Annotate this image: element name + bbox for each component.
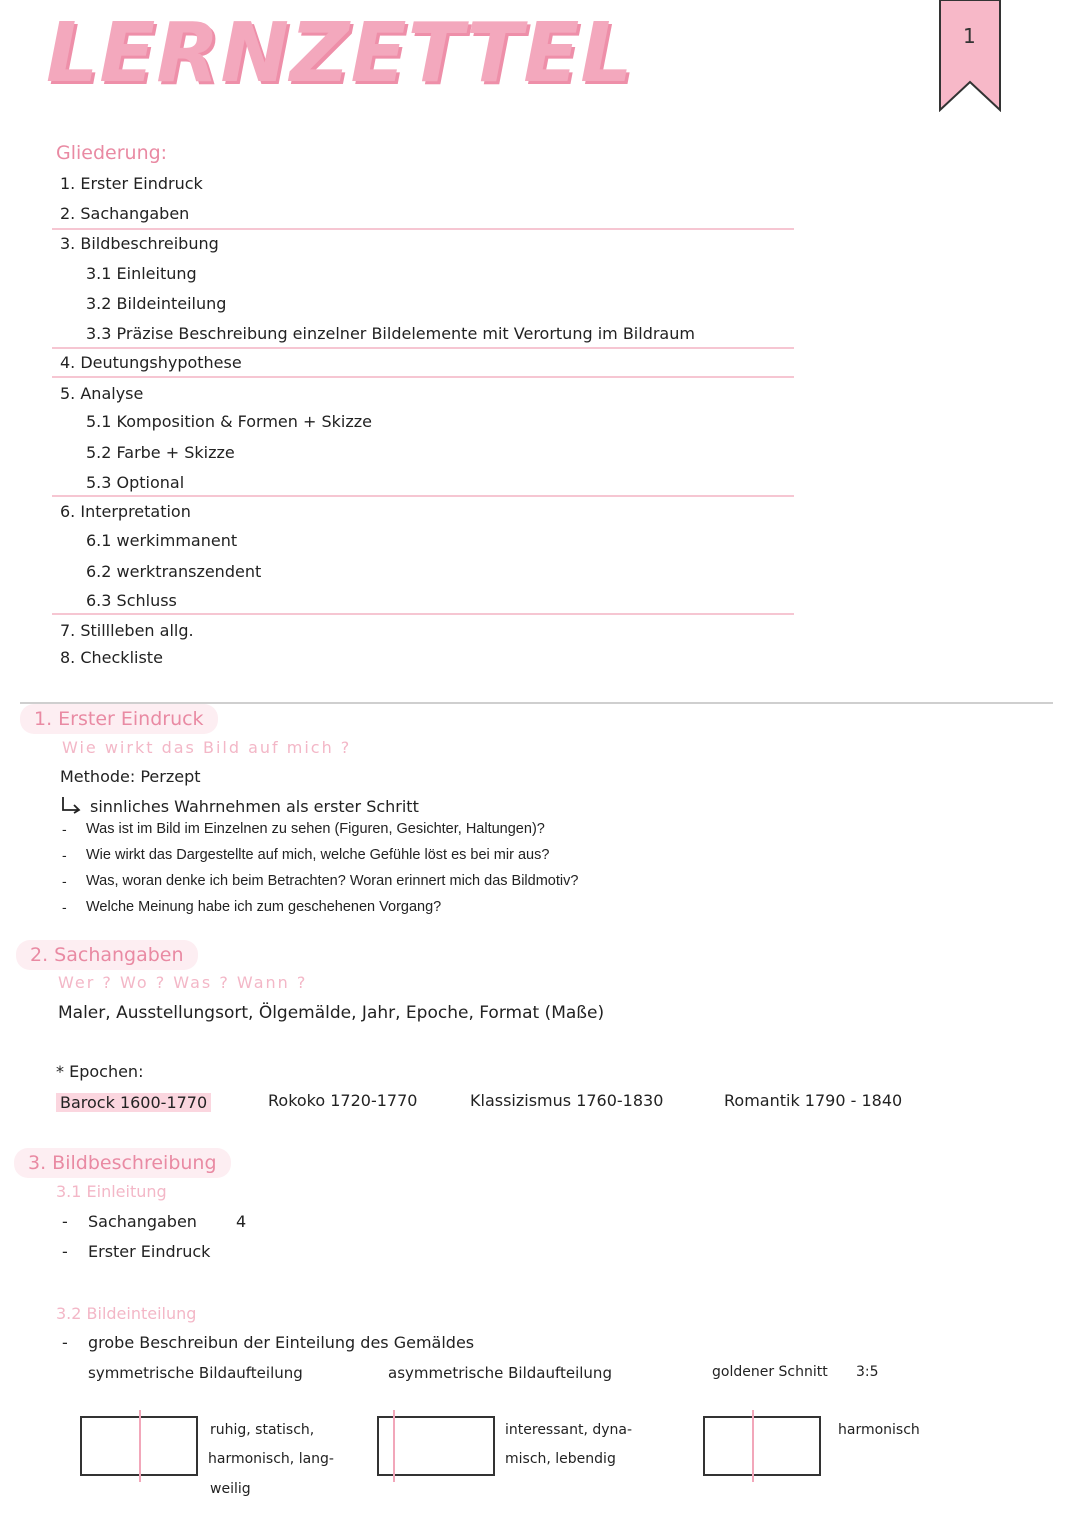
outline-item: 2. Sachangaben — [60, 204, 190, 223]
sketch-asymmetric — [377, 1416, 495, 1476]
sketch-golden — [703, 1416, 821, 1476]
epoch-classicism: Klassizismus 1760-1830 — [470, 1091, 664, 1110]
outline-item: 5.2 Farbe + Skizze — [86, 443, 235, 462]
layout-label-golden: goldener Schnitt — [712, 1364, 828, 1380]
section1-note: sinnliches Wahrnehmen als erster Schritt — [90, 797, 419, 816]
outline-item: 5. Analyse — [60, 384, 144, 403]
section1-bullet: Was ist im Bild im Einzelnen zu sehen (Figuren, Gesichter, Haltungen)? — [86, 821, 545, 837]
outline-item: 6.3 Schluss — [86, 591, 177, 610]
section1-question: Wie wirkt das Bild auf mich ? — [62, 738, 352, 757]
page-number: 1 — [963, 24, 976, 48]
page-title: LERNZETTEL — [46, 6, 634, 101]
bullet-dash: - — [62, 821, 67, 837]
section2-heading: 2. Sachangaben — [16, 940, 198, 970]
layout-label-symmetric: symmetrische Bildaufteilung — [88, 1364, 303, 1382]
epochs-label-wrapper — [56, 1062, 143, 1081]
outline-item: 3.2 Bildeinteilung — [86, 294, 227, 313]
section2-question: Wer ? Wo ? Was ? Wann ? — [58, 973, 308, 992]
desc-asymmetric-line2: misch, lebendig — [505, 1451, 616, 1467]
desc-symmetric-line3: weilig — [210, 1481, 251, 1497]
epochs-label: Epochen: — [69, 1062, 144, 1081]
section1-bullet: Was, woran denke ich beim Betrachten? Woran erinnert mich das Bildmotiv? — [86, 873, 579, 889]
desc-asymmetric-line1: interessant, dyna- — [505, 1422, 633, 1438]
bullet-dash: - — [62, 1212, 68, 1231]
section3-sub1-title: 3.1 Einleitung — [56, 1182, 167, 1201]
desc-golden: harmonisch — [838, 1422, 920, 1438]
divider — [52, 376, 794, 378]
outline-item: 3.3 Präzise Beschreibung einzelner Bildelemente mit Verortung im Bildraum — [86, 324, 695, 343]
bullet-dash: - — [62, 1242, 68, 1261]
bullet-dash: - — [62, 847, 67, 863]
section2-details: Maler, Ausstellungsort, Ölgemälde, Jahr, Epoche, Format (Maße) — [58, 1003, 605, 1023]
epoch-romanticism: Romantik 1790 - 1840 — [724, 1091, 903, 1110]
outline-item: 3. Bildbeschreibung — [60, 234, 219, 253]
outline-item: 6. Interpretation — [60, 502, 191, 521]
epoch-rococo: Rokoko 1720-1770 — [268, 1091, 418, 1110]
section3-sub2-title: 3.2 Bildeinteilung — [56, 1304, 197, 1323]
sub2-bullet: grobe Beschreibun der Einteilung des Gemäldes — [88, 1333, 475, 1352]
divider — [52, 228, 794, 230]
outline-item: 5.1 Komposition & Formen + Skizze — [86, 412, 372, 431]
section3-heading: 3. Bildbeschreibung — [14, 1148, 231, 1178]
section1-bullet: Welche Meinung habe ich zum geschehenen Vorgang? — [86, 899, 442, 915]
bullet-dash: - — [62, 899, 67, 915]
sub1-bullet: Erster Eindruck — [88, 1242, 211, 1261]
sketch-symmetric — [80, 1416, 198, 1476]
outline-item: 6.2 werktranszendent — [86, 562, 262, 581]
outline-item: 5.3 Optional — [86, 473, 185, 492]
bookmark-icon — [938, 0, 1002, 112]
divider — [52, 347, 794, 349]
bullet-dash: - — [62, 1333, 68, 1352]
layout-label-asymmetric: asymmetrische Bildaufteilung — [388, 1364, 612, 1382]
section1-heading: 1. Erster Eindruck — [20, 704, 218, 734]
sub1-note: 4 — [236, 1212, 247, 1231]
outline-item: 4. Deutungshypothese — [60, 353, 242, 372]
outline-item: 3.1 Einleitung — [86, 264, 197, 283]
bullet-dash: - — [62, 873, 67, 889]
epoch-baroque: Barock 1600-1770 — [56, 1093, 211, 1112]
outline-item: 7. Stillleben allg. — [60, 621, 194, 640]
section1-method: Methode: Perzept — [60, 767, 201, 786]
golden-ratio: 3:5 — [856, 1364, 879, 1380]
outline-heading: Gliederung: — [56, 142, 168, 164]
outline-item: 6.1 werkimmanent — [86, 531, 238, 550]
outline-item: 8. Checkliste — [60, 648, 163, 667]
desc-symmetric-line2: harmonisch, lang- — [208, 1451, 334, 1467]
section1-bullet: Wie wirkt das Dargestellte auf mich, welche Gefühle löst es bei mir aus? — [86, 847, 550, 863]
return-arrow-icon — [60, 796, 82, 814]
outline-item: 1. Erster Eindruck — [60, 174, 203, 193]
asterisk: * — [56, 1062, 70, 1081]
desc-symmetric-line1: ruhig, statisch, — [210, 1422, 315, 1438]
divider — [52, 495, 794, 497]
sub1-bullet: Sachangaben — [88, 1212, 197, 1231]
divider — [52, 613, 794, 615]
